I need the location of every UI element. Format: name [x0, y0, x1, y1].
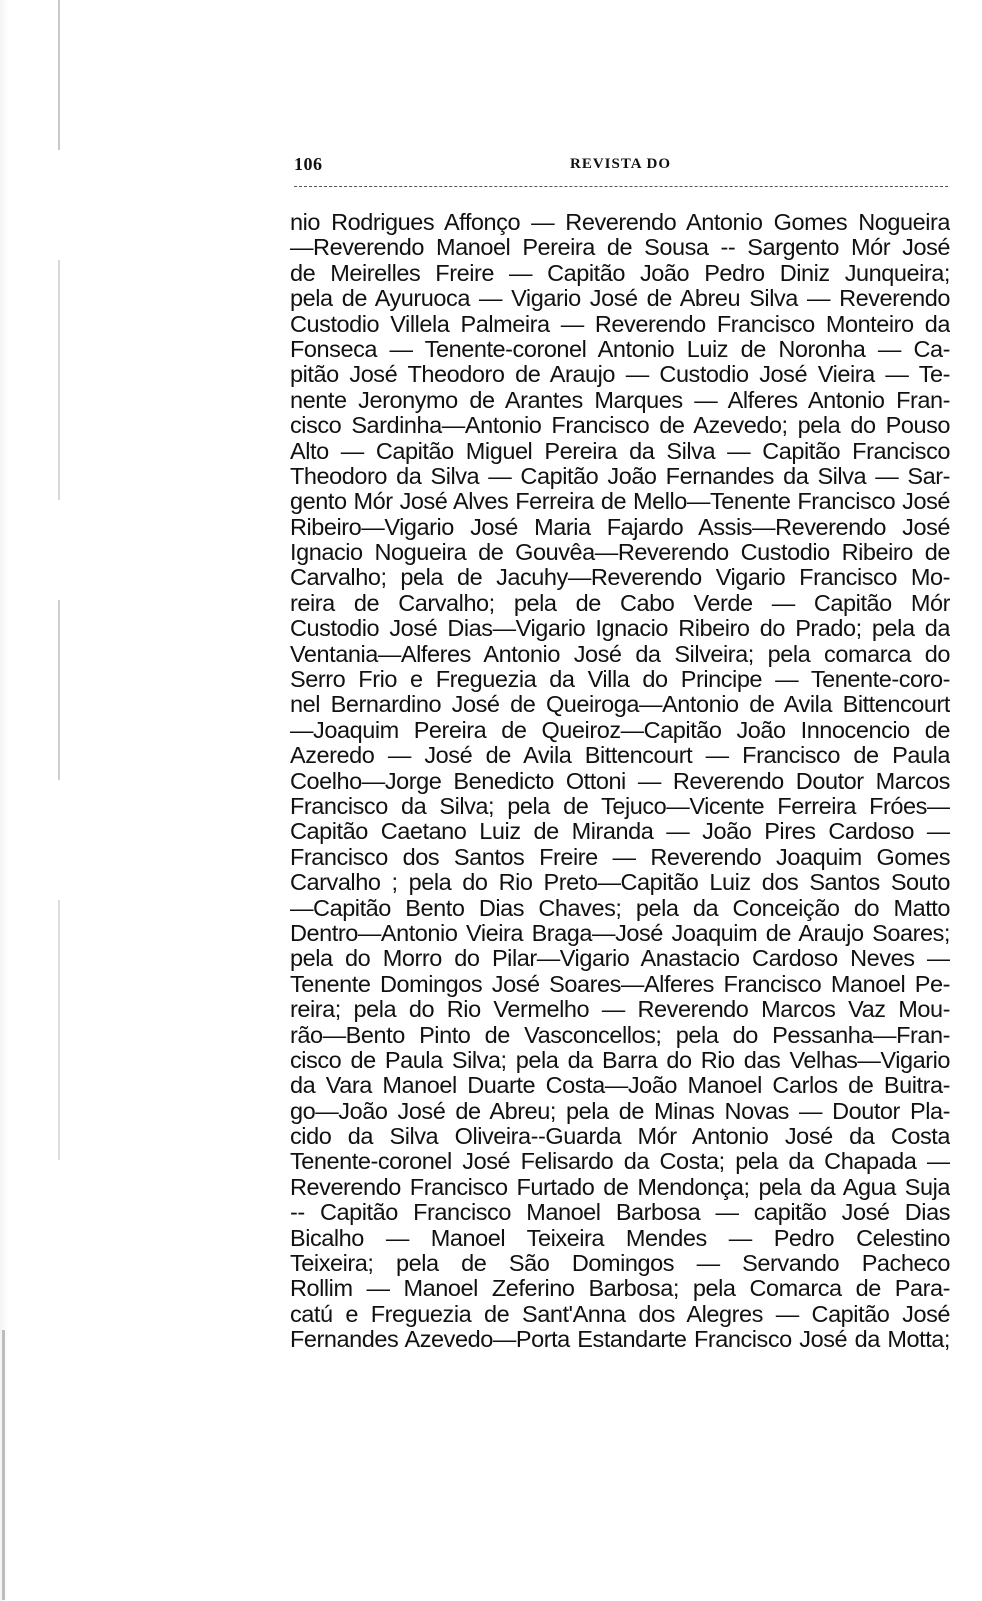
text-line: reira; pela do Rio Vermelho — Reverendo Marcos Vaz Mou-: [290, 997, 950, 1023]
text-line: Francisco da Silva; pela de Tejuco—Vicente Ferreira Fróes—: [290, 793, 950, 819]
text-line: —Capitão Bento Dias Chaves; pela da Conceição do Matto: [290, 895, 950, 921]
text-line: Bicalho — Manoel Teixeira Mendes — Pedro Celestino: [290, 1225, 950, 1251]
text-line: nio Rodrigues Affonço — Reverendo Antonio Gomes Nogueira: [290, 210, 950, 235]
text-line: gento Mór José Alves Ferreira de Mello—Tenente Francisco José: [290, 489, 950, 515]
text-line: Custodio José Dias—Vigario Ignacio Ribeiro do Prado; pela da: [290, 616, 950, 642]
text-line: Fernandes Azevedo—Porta Estandarte Francisco José da Motta;: [290, 1327, 950, 1353]
text-line: nel Bernardino José de Queiroga—Antonio de Avila Bittencourt: [290, 692, 950, 718]
text-line: catú e Freguezia de Sant'Anna dos Alegres — Capitão José: [290, 1301, 950, 1327]
text-line: Azeredo — José de Avila Bittencourt — Francisco de Paula: [290, 743, 950, 769]
text-line: nente Jeronymo de Arantes Marques — Alferes Antonio Fran-: [290, 387, 950, 413]
text-line: rão—Bento Pinto de Vasconcellos; pela do Pessanha—Fran-: [290, 1022, 950, 1048]
scan-margin-mark: [58, 900, 60, 1160]
page-header: [294, 152, 948, 186]
text-line: Custodio Villela Palmeira — Reverendo Francisco Monteiro da: [290, 311, 950, 337]
text-line: Ribeiro—Vigario José Maria Fajardo Assis—Reverendo José: [290, 514, 950, 540]
scan-margin-mark: [2, 1330, 5, 1600]
text-line: Theodoro da Silva — Capitão João Fernandes da Silva — Sar-: [290, 463, 950, 489]
text-line: Serro Frio e Freguezia da Villa do Principe — Tenente-coro-: [290, 667, 950, 693]
text-line: —Joaquim Pereira de Queiroz—Capitão João Innocencio de: [290, 717, 950, 743]
header-rule: [294, 186, 948, 187]
text-line: Rollim — Manoel Zeferino Barbosa; pela Comarca de Para-: [290, 1276, 950, 1302]
text-line: Carvalho ; pela do Rio Preto—Capitão Luiz dos Santos Souto: [290, 870, 950, 896]
text-line: cisco Sardinha—Antonio Francisco de Azevedo; pela do Pouso: [290, 413, 950, 439]
text-line: reira de Carvalho; pela de Cabo Verde — Capitão Mór: [290, 590, 950, 616]
text-line: Alto — Capitão Miguel Pereira da Silva — Capitão Francisco: [290, 438, 950, 464]
text-line: Francisco dos Santos Freire — Reverendo Joaquim Gomes: [290, 844, 950, 870]
text-line: Ventania—Alferes Antonio José da Silveira; pela comarca do: [290, 641, 950, 667]
text-line: Teixeira; pela de São Domingos — Servando Pacheco: [290, 1251, 950, 1277]
body-text: [290, 210, 950, 1353]
scan-margin-mark: [58, 0, 60, 150]
text-line: da Vara Manoel Duarte Costa—João Manoel Carlos de Buitra-: [290, 1073, 950, 1099]
scan-margin-mark: [58, 600, 60, 780]
text-line: Ignacio Nogueira de Gouvêa—Reverendo Custodio Ribeiro de: [290, 540, 950, 566]
scan-margin-mark: [58, 260, 60, 500]
text-line: —Reverendo Manoel Pereira de Sousa -- Sargento Mór José: [290, 235, 950, 261]
text-line: Dentro—Antonio Vieira Braga—José Joaquim de Araujo Soares;: [290, 920, 950, 946]
running-head: REVISTA DO: [570, 156, 671, 172]
text-line: pela de Ayuruoca — Vigario José de Abreu Silva — Reverendo: [290, 286, 950, 312]
text-line: Capitão Caetano Luiz de Miranda — João Pires Cardoso —: [290, 819, 950, 845]
text-line: Tenente Domingos José Soares—Alferes Francisco Manoel Pe-: [290, 971, 950, 997]
text-line: Carvalho; pela de Jacuhy—Reverendo Vigario Francisco Mo-: [290, 565, 950, 591]
page-number: 106: [294, 154, 323, 174]
text-line: de Meirelles Freire — Capitão João Pedro Diniz Junqueira;: [290, 260, 950, 286]
text-line: pitão José Theodoro de Araujo — Custodio José Vieira — Te-: [290, 362, 950, 388]
text-line: pela do Morro do Pilar—Vigario Anastacio Cardoso Neves —: [290, 946, 950, 972]
text-line: cisco de Paula Silva; pela da Barra do Rio das Velhas—Vigario: [290, 1047, 950, 1073]
text-line: Coelho—Jorge Benedicto Ottoni — Reverendo Doutor Marcos: [290, 768, 950, 794]
text-line: Reverendo Francisco Furtado de Mendonça; pela da Agua Suja: [290, 1174, 950, 1200]
text-line: cido da Silva Oliveira--Guarda Mór Antonio José da Costa: [290, 1124, 950, 1150]
text-line: go—João José de Abreu; pela de Minas Novas — Doutor Pla-: [290, 1098, 950, 1124]
text-line: Tenente-coronel José Felisardo da Costa; pela da Chapada —: [290, 1149, 950, 1175]
text-line: -- Capitão Francisco Manoel Barbosa — capitão José Dias: [290, 1200, 950, 1226]
text-line: Fonseca — Tenente-coronel Antonio Luiz de Noronha — Ca-: [290, 336, 950, 362]
